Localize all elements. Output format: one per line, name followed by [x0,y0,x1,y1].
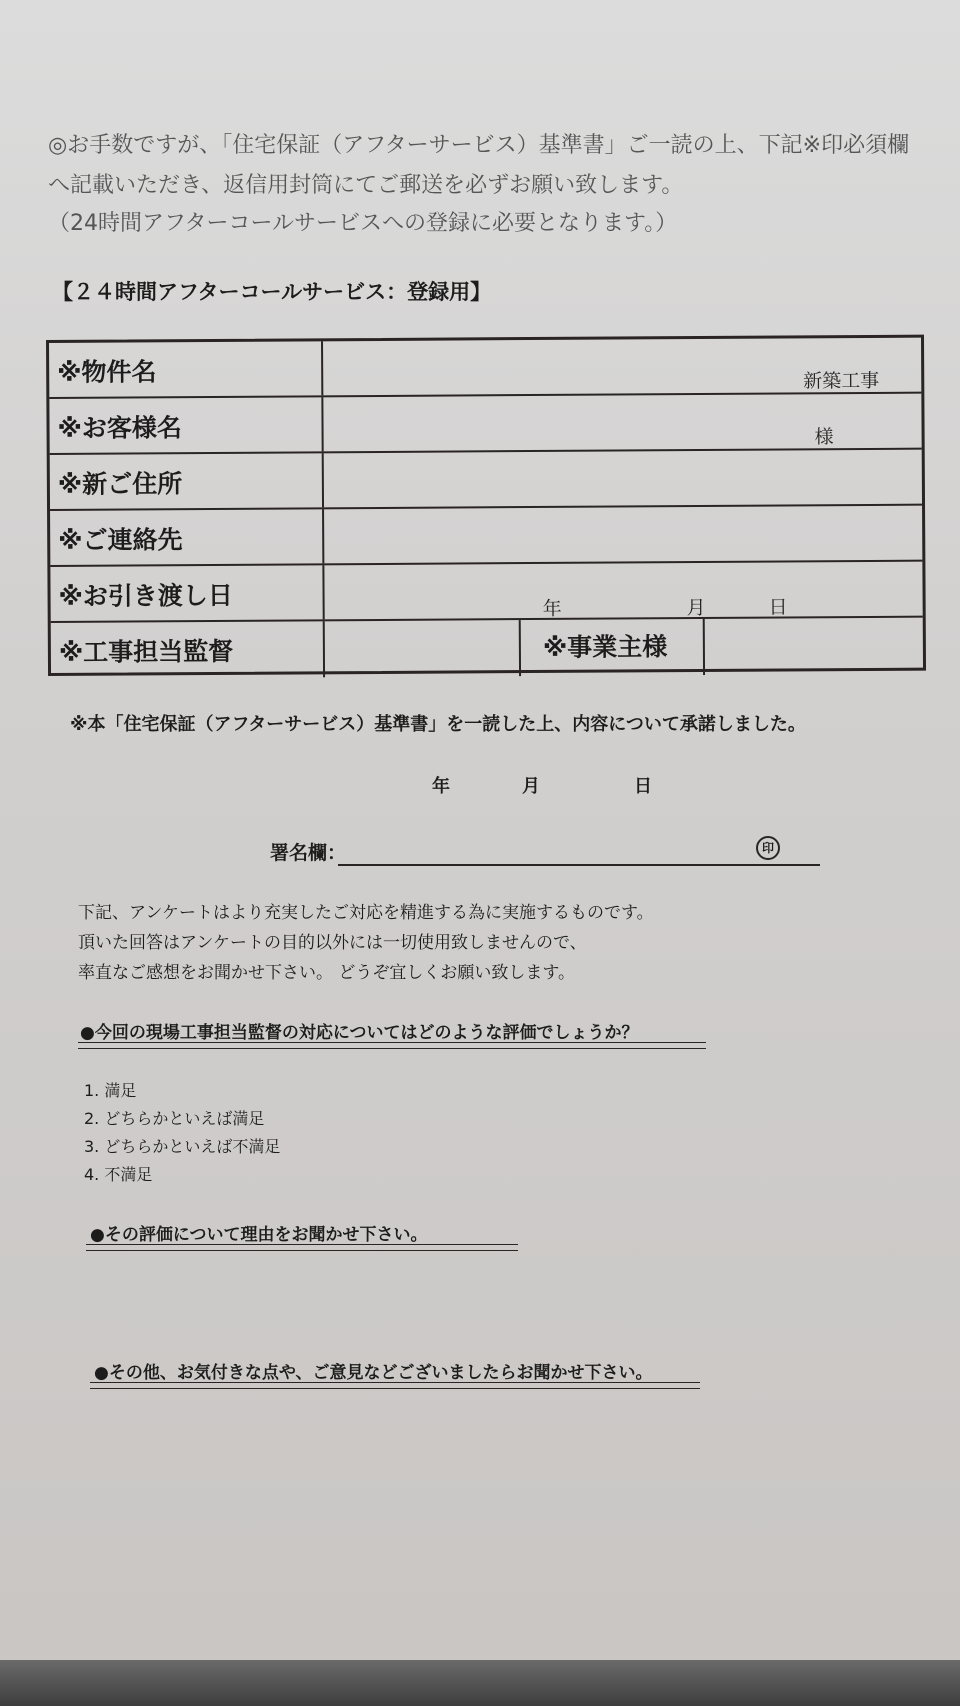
business-owner-field[interactable] [705,618,923,675]
site-supervisor-field[interactable] [325,620,519,677]
business-owner-label: ※事業主様 [542,632,668,662]
signature-line[interactable] [338,864,820,866]
survey-intro-1: 下記、アンケートはより充実したご対応を精進する為に実施するものです。 [78,903,654,923]
survey-intro-2: 頂いた回答はアンケートの目的以外には一切使用致しませんので、 [78,933,587,953]
option-4[interactable]: 4. 不満足 [84,1165,153,1184]
question-3: ●その他、お気付きな点や、ご意見などございましたらお聞かせ下さい。 [94,1363,653,1383]
registration-form-table [46,335,926,676]
comments-answer-area[interactable] [90,1396,870,1596]
property-name-field[interactable] [323,338,921,396]
option-1[interactable]: 1. 満足 [84,1081,137,1100]
form-row-contact [50,506,922,567]
question-2: ●その評価について理由をお聞かせ下さい。 [90,1225,428,1245]
contact-label: ※ご連絡先 [50,509,324,565]
reason-answer-area[interactable] [86,1256,866,1346]
site-supervisor-label: ※工事担当監督 [51,621,325,679]
form-row-customer [49,394,921,455]
sign-day-unit: 日 [634,776,652,797]
delivery-date-label: ※お引き渡し日 [50,565,324,621]
intro-line-3: （24時間アフターコールサービスへの登録に必要となります。） [48,211,678,236]
form-row-supervisor [51,618,923,679]
option-3[interactable]: 3. どちらかといえば不満足 [84,1137,281,1156]
new-address-field[interactable] [324,450,922,508]
new-address-label: ※新ご住所 [50,453,324,509]
agreement-statement: ※本「住宅保証（アフターサービス）基準書」を一読した上、内容について承諾しました。 [70,714,806,735]
customer-name-label: ※お客様名 [49,397,323,453]
sign-year-unit: 年 [432,776,450,797]
delivery-month-unit: 月 [686,596,706,620]
survey-intro-3: 率直なご感想をお聞かせ下さい。 どうぞ宜しくお願い致します。 [78,963,576,983]
seal-mark: 印 [756,836,780,860]
question-1-underline [78,1042,706,1049]
intro-line-2: へ記載いただき、返信用封筒にてご郵送を必ずお願い致します。 [48,173,684,198]
option-2[interactable]: 2. どちらかといえば満足 [84,1109,265,1128]
new-construction-hint: 新築工事 [803,369,880,393]
customer-name-field[interactable] [323,394,921,452]
section-title: 【２４時間アフターコールサービス：登録用】 [52,280,492,304]
table-surface [0,1660,960,1706]
form-row-delivery-date [50,562,922,623]
delivery-day-unit: 日 [768,596,788,619]
form-row-address [50,450,922,511]
question-1: ●今回の現場工事担当監督の対応についてはどのような評価でしょうか？ [80,1023,639,1043]
intro-line-1: ◎お手数ですが、「住宅保証（アフターサービス）基準書」ご一読の上、下記※印必須欄 [48,133,910,158]
form-row-property [49,338,921,399]
delivery-date-field[interactable] [324,562,922,620]
question-3-underline [90,1382,700,1389]
delivery-year-unit: 年 [542,597,562,620]
signature-label: 署名欄： [270,842,347,864]
contact-field[interactable] [324,506,922,564]
honorific-hint: 様 [814,426,834,449]
property-name-label: ※物件名 [49,341,323,397]
question-2-underline [86,1244,518,1251]
sign-month-unit: 月 [522,776,540,797]
